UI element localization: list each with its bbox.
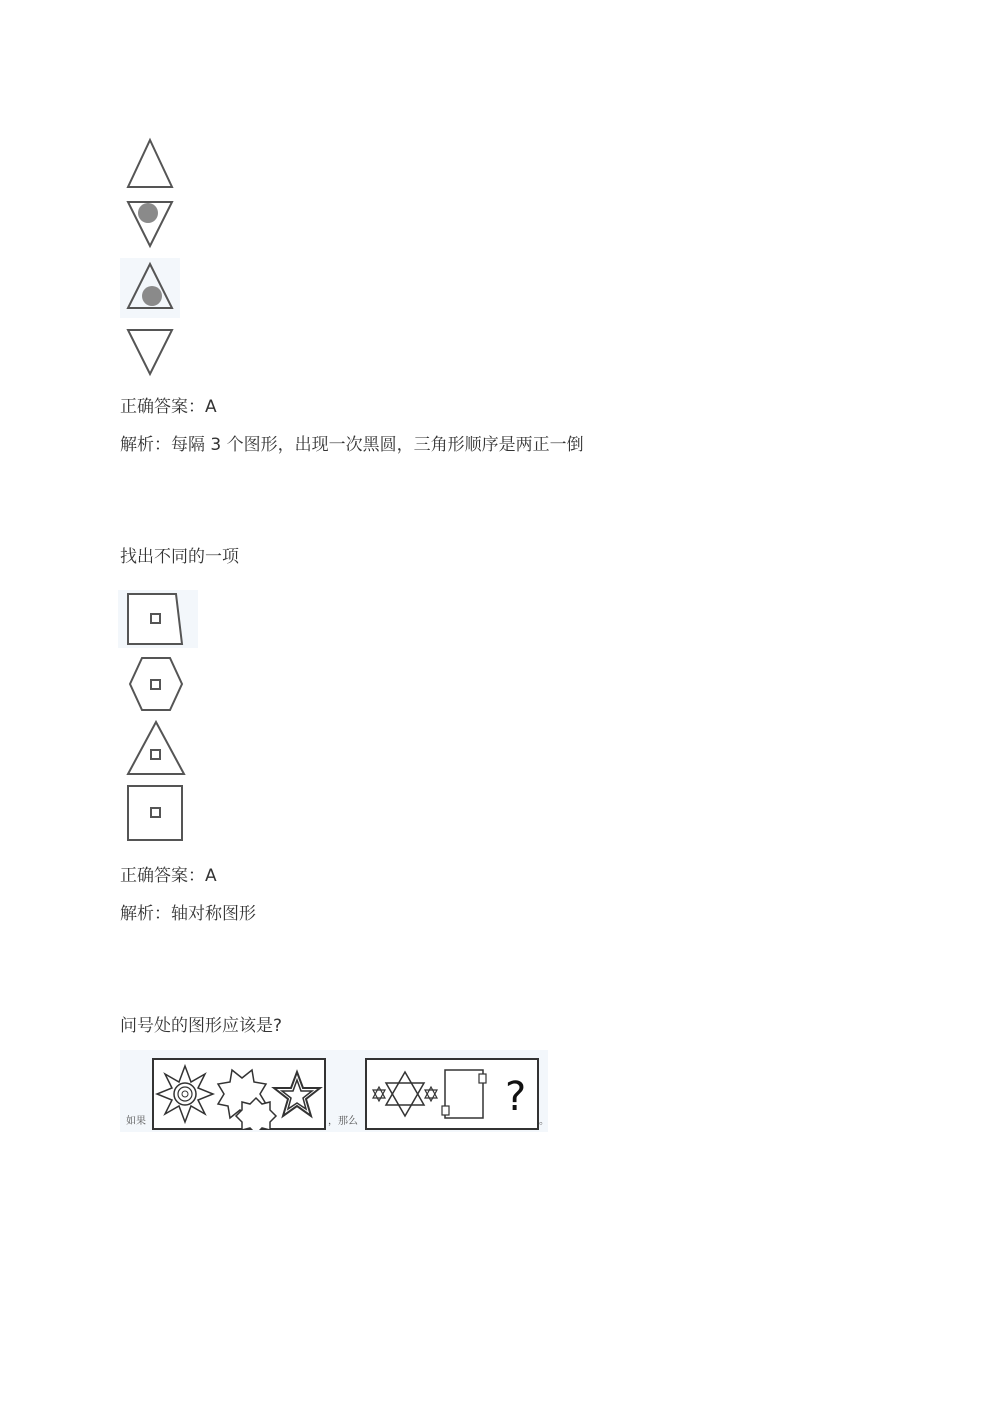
q3-question: 问号处的图形应该是? (120, 1016, 283, 1036)
triangle-up-dot-icon (120, 258, 180, 318)
q2-answer: 正确答案：A (120, 866, 217, 886)
q3-caption-then: ，那么 (328, 1116, 358, 1127)
question-mark-icon: ? (505, 1074, 527, 1120)
triangle-up-icon (120, 132, 180, 192)
q2-question: 找出不同的一项 (120, 547, 239, 567)
hexagon-icon (118, 652, 198, 714)
q3-left-box (152, 1058, 327, 1130)
q3-figure (120, 1050, 548, 1132)
q2-analysis: 解析：轴对称图形 (120, 904, 256, 924)
q3-caption-if: 如果 (126, 1116, 146, 1127)
triangle-down-icon (120, 322, 180, 382)
q1-answer: 正确答案：A (120, 397, 217, 417)
q1-figure-column (118, 128, 184, 383)
trapezoid-icon (118, 590, 198, 648)
triangle-icon (118, 716, 198, 778)
q3-right-box (365, 1058, 540, 1130)
q2-figure-column (118, 590, 200, 845)
triangle-down-dot-icon (120, 196, 180, 256)
q1-analysis: 解析：每隔 3 个图形，出现一次黑圆，三角形顺序是两正一倒 (120, 435, 584, 455)
q3-caption-end: 。 (539, 1116, 549, 1127)
square-icon (118, 782, 198, 844)
